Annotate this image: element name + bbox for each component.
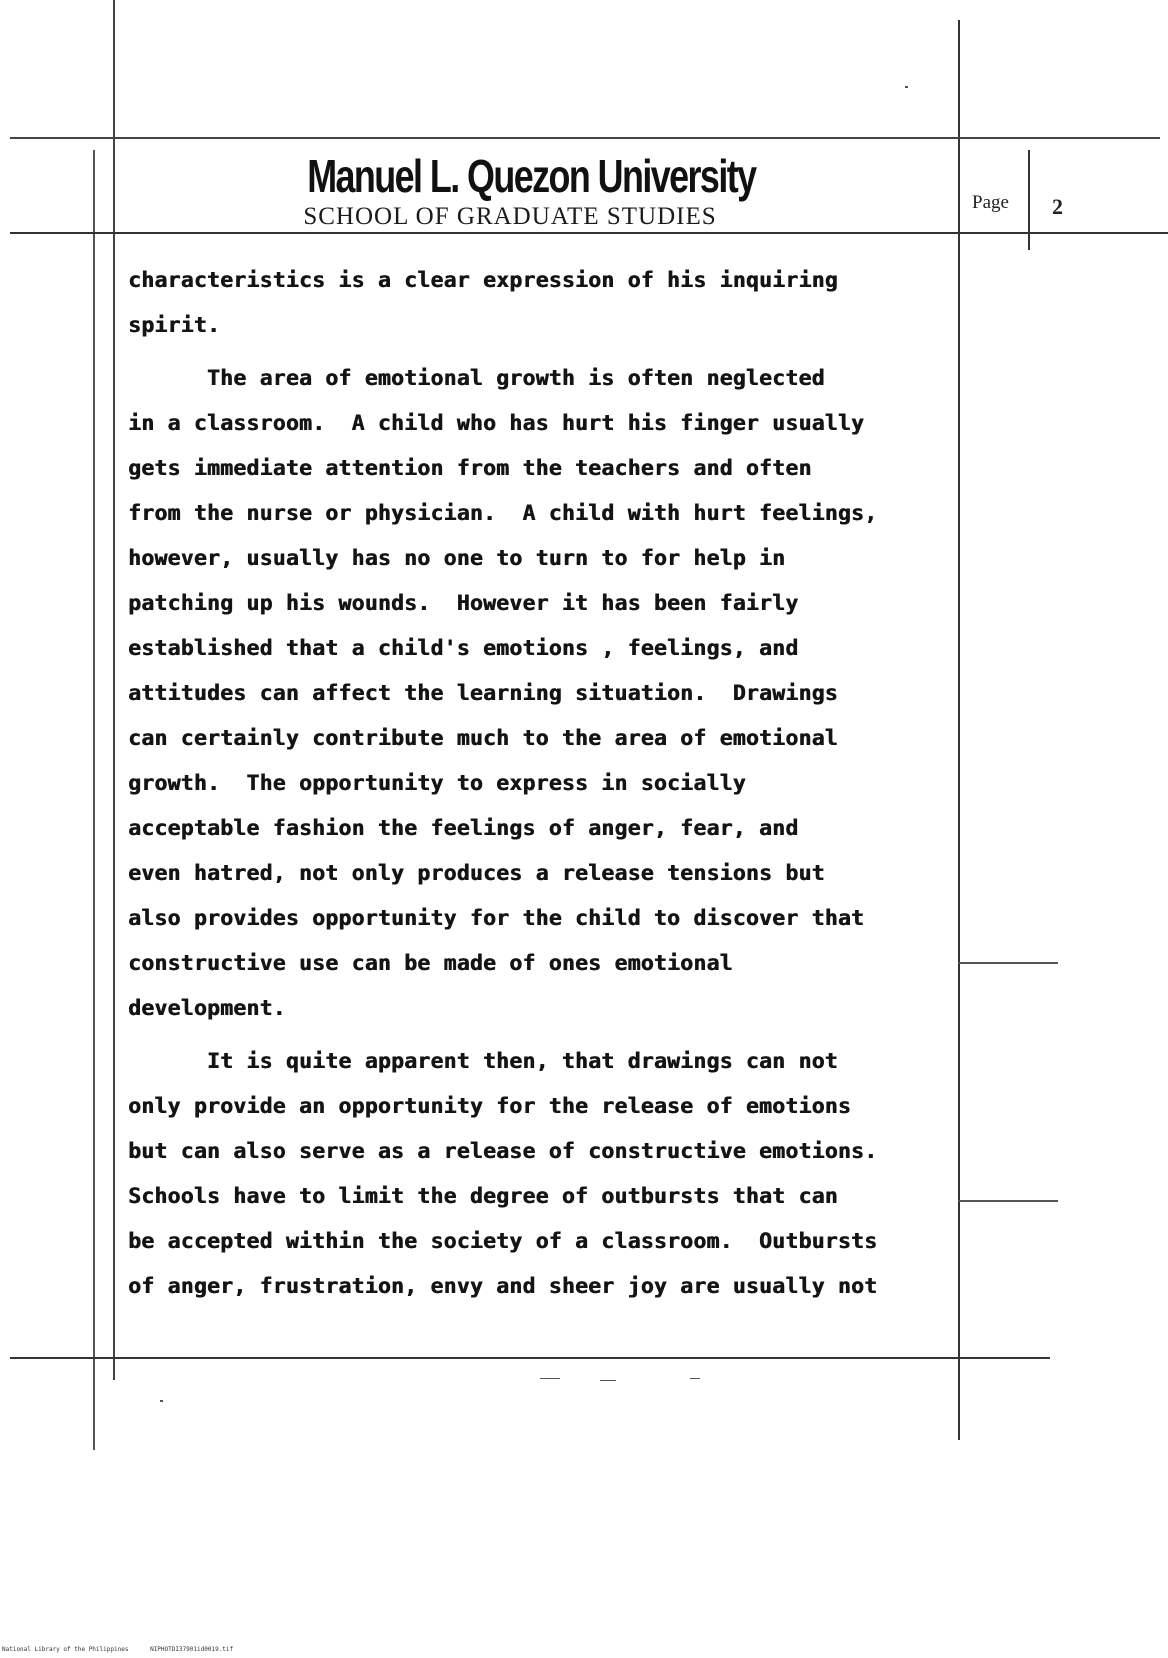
frame-rule (93, 150, 95, 1450)
text-line: Schools have to limit the degree of outbursts that can (128, 1184, 838, 1209)
text-line: can certainly contribute much to the area of emotional (128, 726, 838, 751)
frame-rule (1028, 150, 1030, 250)
scan-speck (690, 1378, 700, 1379)
text-line: only provide an opportunity for the release of emotions (128, 1094, 851, 1119)
text-line: however, usually has no one to turn to for help in (128, 546, 786, 571)
text-line: The area of emotional growth is often neglected (128, 366, 825, 391)
scan-speck (540, 1378, 560, 1379)
library-credit: National Library of the Philippines (2, 1646, 129, 1653)
scan-footer (2, 1646, 251, 1653)
text-line: be accepted within the society of a classroom. Outbursts (128, 1229, 878, 1254)
text-line: acceptable fashion the feelings of anger, fear, and (128, 816, 799, 841)
page-number: 2 (1052, 194, 1063, 219)
text-line: also provides opportunity for the child to discover that (128, 906, 865, 931)
school-name: SCHOOL OF GRADUATE STUDIES (303, 203, 717, 230)
text-line: development. (128, 996, 286, 1021)
frame-rule (10, 137, 1160, 139)
text-line: It is quite apparent then, that drawings can not (128, 1049, 838, 1074)
text-line: spirit. (128, 313, 221, 338)
text-line: but can also serve as a release of constructive emotions. (128, 1139, 878, 1164)
file-id: NIPHOTDI37901id0019.tif (150, 1646, 234, 1653)
frame-rule (10, 232, 1168, 234)
text-line: from the nurse or physician. A child with hurt feelings, (128, 501, 878, 526)
text-line: growth. The opportunity to express in socially (128, 771, 746, 796)
text-line: in a classroom. A child who has hurt his finger usually (128, 411, 865, 436)
letterhead (250, 150, 770, 232)
frame-rule (958, 962, 1058, 964)
scan-speck (905, 86, 908, 88)
body-text (128, 258, 948, 1309)
frame-rule (113, 0, 115, 1380)
scan-speck (160, 1400, 163, 1402)
text-line: gets immediate attention from the teachers and often (128, 456, 812, 481)
university-name: Manuel L. Quezon University (307, 150, 756, 202)
text-line: characteristics is a clear expression of his inquiring (128, 268, 838, 293)
text-line: constructive use can be made of ones emotional (128, 951, 733, 976)
text-line: even hatred, not only produces a release tensions but (128, 861, 825, 886)
frame-rule (10, 1357, 1050, 1359)
text-line: attitudes can affect the learning situation. Drawings (128, 681, 838, 706)
text-line: established that a child's emotions , feelings, and (128, 636, 799, 661)
text-line: of anger, frustration, envy and sheer joy are usually not (128, 1274, 878, 1299)
frame-rule (958, 1200, 1058, 1202)
page-label: Page (972, 192, 1009, 213)
scan-speck (600, 1380, 616, 1381)
paragraph-gap (128, 348, 948, 356)
paragraph-gap (128, 1031, 948, 1039)
text-line: patching up his wounds. However it has been fairly (128, 591, 799, 616)
